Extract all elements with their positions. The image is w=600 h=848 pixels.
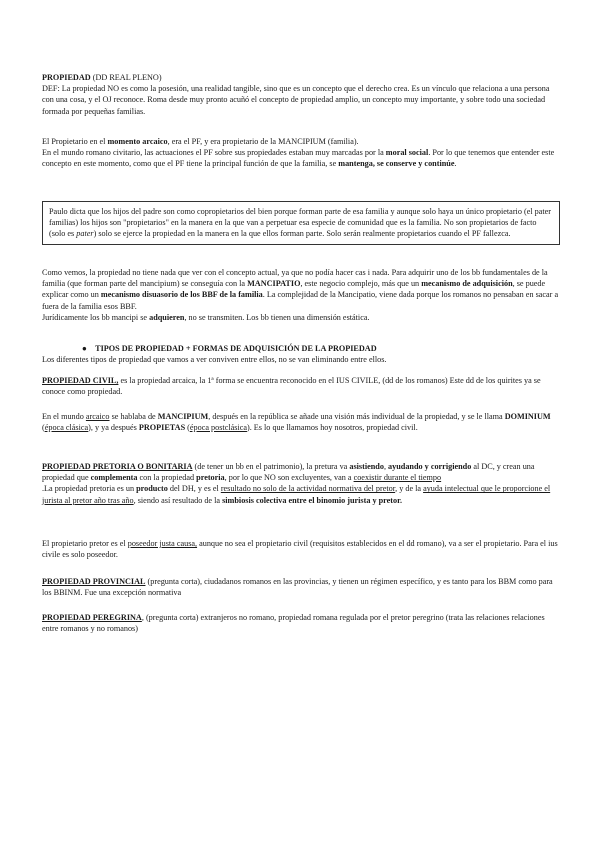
paterfamilias-paragraph-2: En el mundo romano civitario, las actuaciones el PF sobre sus propiedades estaban muy marcadas por la moral social. Por lo que tenemos que entender este concepto en este momento, como que el PF tiene la principal función de que la familia, se mantenga, se conserve y continúe. — [42, 148, 555, 169]
propiedad-arcaico-section: En el mundo arcaico se hablaba de MANCIPIUM, después en la república se añade una visión más individual de la propiedad, y se le llama DOMINIUM (época clásica), y ya después PROPIETAS (época postclásica). Es lo que llamamos hoy nosotros, propiedad civil. — [42, 412, 551, 433]
propiedad-provincial-section: PROPIEDAD PROVINCIAL (pregunta corta), ciudadanos romanos en las provincias, y tienen un régimen específico, y es tanto para los BBM como para los BBINM. Fue una excepción normativa — [42, 577, 553, 598]
juridicamente-paragraph: Jurídicamente los bb mancipi se adquieren, no se transmiten. Los bb tienen una dimensión estática. — [42, 312, 370, 322]
mancipatio-paragraph: Como vemos, la propiedad no tiene nada que ver con el concepto actual, ya que no podía hacer cas i nada. Para adquirir uno de los bb fundamentales de la familia (que forman parte del mancipium) se conseguía con la MANCIPATIO, este negocio complejo, más que un mecanismo de adquisición, se puede explicar como un mecanismo disuasorio de los BBF de la familia. La complejidad de la Mancipatio, viene dada porque los romanos no pensaban en sacar a fuera de la familia esos BBF. — [42, 268, 559, 311]
section-title-propiedad: PROPIEDAD (DD REAL PLENO) — [42, 73, 162, 82]
propiedad-pretoria-section: PROPIEDAD PRETORIA O BONITARIA (de tener un bb en el patrimonio), la pretura va asistiendo, ayudando y corrigiendo al DC, y crean una propiedad que complementa con la propiedad pretoria, por lo que NO son excluyentes, van a coexistir durante el tiempo .La propiedad pretoria es un producto del DH, y es el resultado no solo de la actividad normativa del pretor, y de la ayuda intelectual que le proporcione el jurista al pretor año tras año, siendo así resultado de la simbiosis colectiva entre el binomio jurista y pretor. — [42, 462, 551, 505]
paterfamilias-paragraph-1: El Propietario en el momento arcaico, era el PF, y era propietario de la MANCIPIUM (familia). — [42, 137, 359, 146]
definition-paragraph: DEF: La propiedad NO es como la posesión, una realidad tangible, sino que es un concepto que el derecho crea. Es un vínculo que relaciona a una persona con una cosa, y el OJ reconoce. Roma desde muy pronto acuñó el concepto de propiedad amplio, un concepto muy importante, y sobre todo una sociedad formada por pequeñas familias. — [42, 84, 550, 116]
poseedor-section: El propietario pretor es el poseedor justa causa, aunque no sea el propietario civil (requisitos establecidos en el dd romano), va a ser el propietario. Para el ius civile es solo poseedor. — [42, 539, 558, 560]
tipos-intro: Los diferentes tipos de propiedad que vamos a ver conviven entre ellos, no se van eliminando entre ellos. — [42, 355, 387, 364]
mancipatio-section — [42, 267, 560, 323]
bullet-icon: ● — [82, 344, 87, 353]
tipos-heading: ● TIPOS DE PROPIEDAD + FORMAS DE ADQUISICIÓN DE LA PROPIEDAD — [82, 344, 377, 353]
paulo-quote-text: Paulo dicta que los hijos del padre son como copropietarios del bien porque forman parte de esa familia y aunque solo haya un único propietario (el pater familias) los hijos son "propietarios" en la manera en la que van a perpetuar esa especie de comunidad que es la familia. No son propietarios de facto (solo es pater) solo se ejerce la propiedad en la manera en la que ellos forman parte. Solo serán realmente propietarios cuando el PF fallezca. — [49, 207, 552, 239]
paterfamilias-section — [42, 136, 560, 170]
propiedad-peregrina-section: PROPIEDAD PEREGRINA, (pregunta corta) extranjeros no romano, propiedad romana regulada por el pretor peregrino (trata las relaciones relaciones entre romanos y no romanos) — [42, 613, 545, 634]
intro-section — [42, 72, 560, 117]
paulo-quote-box — [42, 201, 560, 245]
propiedad-civil-section: PROPIEDAD CIVIL, es la propiedad arcaica, la 1ª forma se encuentra reconocido en el IUS CIVILE, (dd de los romanos) Este dd de los quirites ya se conoce como propiedad. — [42, 376, 541, 397]
